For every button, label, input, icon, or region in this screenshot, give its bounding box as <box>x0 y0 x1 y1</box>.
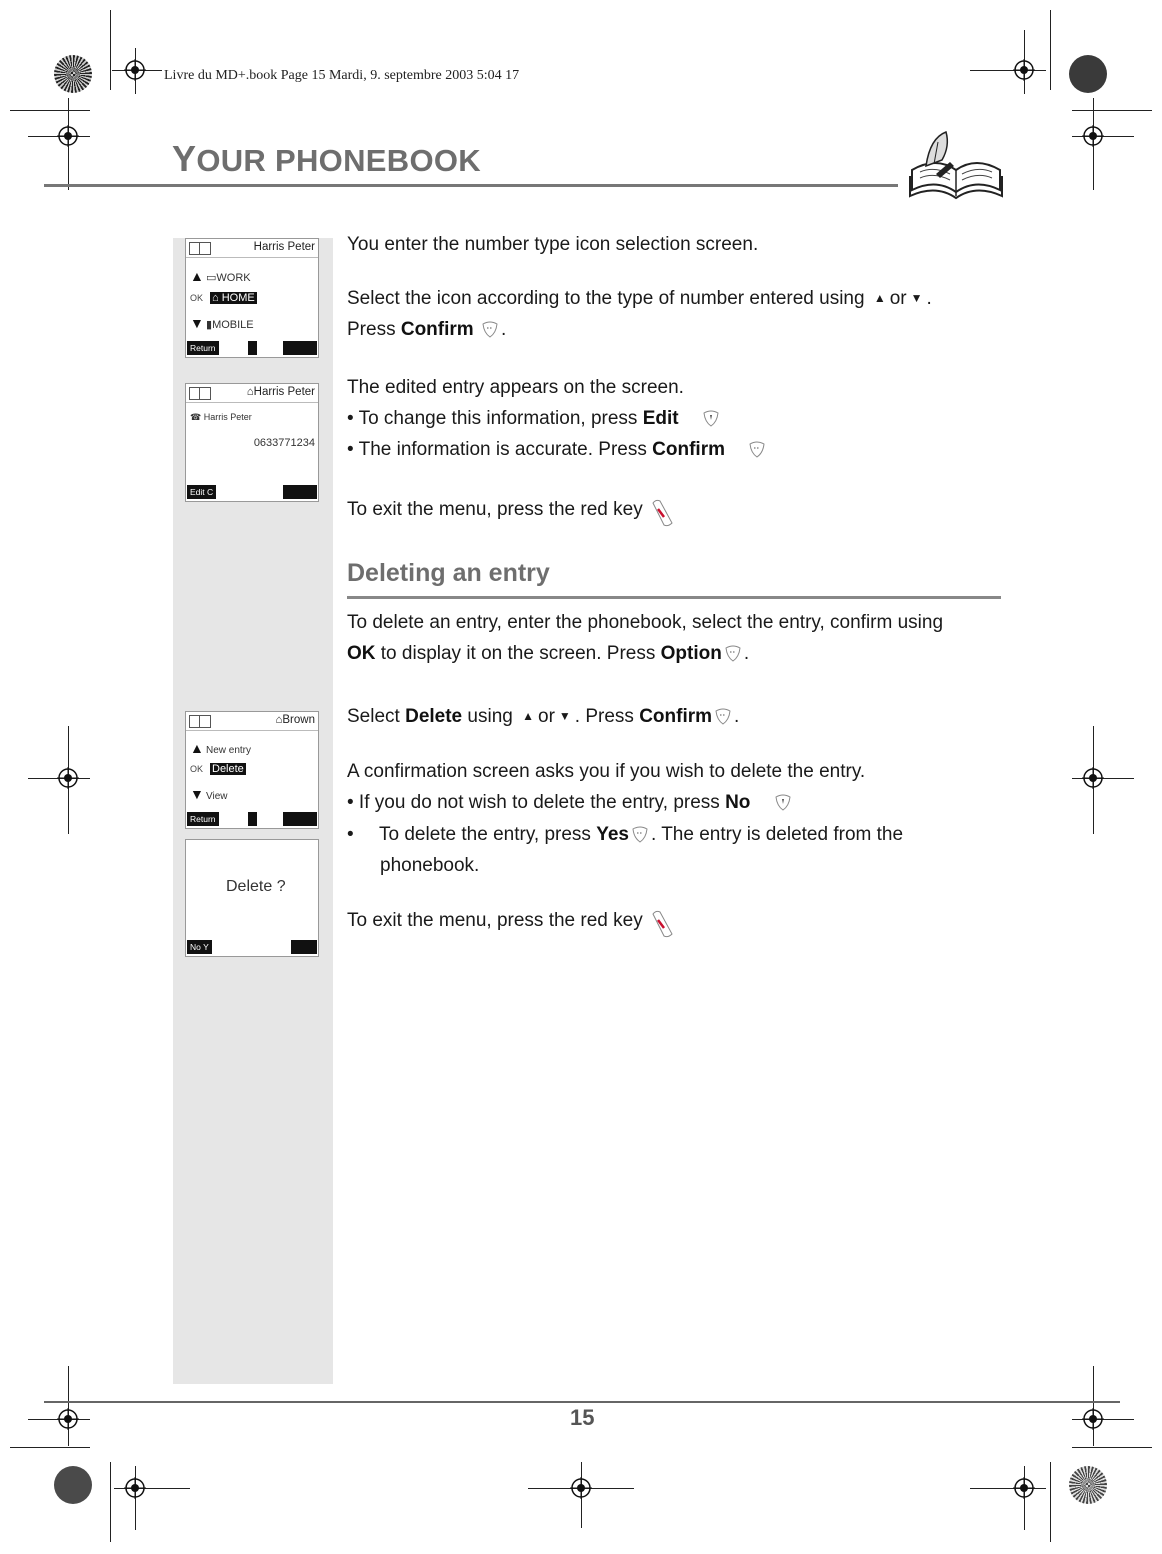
instruction-confirm-bullet: • The information is accurate. Press Confirm <box>347 434 1007 465</box>
phonebook-icon <box>189 387 211 400</box>
work-icon: ▭ <box>206 272 217 284</box>
red-key-icon <box>650 497 674 527</box>
up-arrow-icon: ▲ <box>873 291 886 305</box>
screen-row-work <box>190 268 251 284</box>
registration-mark-icon <box>1082 767 1104 789</box>
registration-mark-icon <box>1082 125 1104 147</box>
screen-left-softkey: Return <box>187 341 219 355</box>
registration-mark-icon <box>1082 1408 1104 1430</box>
screen-row-label: MOBILE <box>212 319 254 331</box>
phonebook-icon <box>189 715 211 728</box>
screen-left-softkey: Edit C <box>187 485 216 499</box>
color-bar-disc-icon <box>1069 55 1107 93</box>
phone-icon: ☎ <box>190 412 202 422</box>
phone-screen-icon-select <box>185 238 319 358</box>
up-arrow-icon: ▲ <box>190 740 204 756</box>
screen-right-softkey <box>291 940 317 954</box>
up-arrow-icon: ▲ <box>522 709 534 723</box>
option-key-icon <box>724 644 742 662</box>
screen-delete-prompt: Delete ? <box>226 878 286 895</box>
instruction-yes-bullet: • To delete the entry, press Yes . The entry is deleted from the phonebook. <box>347 819 1007 881</box>
page-title-rest: OUR PHONEBOOK <box>196 143 481 178</box>
mobile-icon: ▮ <box>206 319 213 331</box>
registration-mark-icon <box>57 125 79 147</box>
screen-left-softkey: Return <box>187 812 219 826</box>
confirm-key-icon <box>714 707 732 725</box>
open-book-icon <box>906 126 1006 200</box>
phonebook-icon <box>189 242 211 255</box>
instruction-confirmation-screen: A confirmation screen asks you if you wish to delete the entry. <box>347 761 866 782</box>
screen-ok-label: OK <box>190 293 204 303</box>
no-key-icon <box>774 793 792 811</box>
down-arrow-icon: ▼ <box>190 315 204 331</box>
home-icon: ⌂ <box>212 292 222 304</box>
color-bar-disc-icon <box>54 55 92 93</box>
screen-row-delete <box>190 763 246 775</box>
instruction-icon-screen: You enter the number type icon selection screen. <box>347 234 759 255</box>
screen-contact-name: Harris Peter <box>253 241 315 253</box>
instruction-edit-bullet: • To change this information, press Edit <box>347 403 1007 434</box>
screen-header <box>186 239 318 258</box>
yes-key-icon <box>631 825 649 843</box>
home-icon: ⌂ <box>246 386 254 398</box>
screen-header <box>186 712 318 731</box>
edit-key-icon <box>702 409 720 427</box>
phone-screen-delete-confirm <box>185 839 319 957</box>
phone-screen-edited-entry <box>185 383 319 502</box>
page-number: 15 <box>570 1405 595 1430</box>
instruction-exit-menu: To exit the menu, press the red key <box>347 494 1007 527</box>
title-rule <box>44 184 898 187</box>
page-title-initial: Y <box>172 138 197 179</box>
screen-nav-indicator <box>248 341 257 355</box>
instruction-no-bullet: • If you do not wish to delete the entry, press No <box>347 787 1007 818</box>
instruction-edited-entry: The edited entry appears on the screen. <box>347 377 684 398</box>
bullet: • <box>347 824 354 845</box>
registration-mark-icon <box>1013 59 1035 81</box>
screen-entry-name: ☎ Harris Peter <box>190 412 252 422</box>
screen-contact-name: ⌂Harris Peter <box>246 386 315 398</box>
home-icon: ⌂ <box>275 714 283 726</box>
down-arrow-icon: ▼ <box>190 786 204 802</box>
confirm-key-icon <box>748 440 766 458</box>
instruction-select-delete: Select Delete using ▲ or ▼ . Press Confirm . <box>347 701 1007 732</box>
screen-row-label: New entry <box>206 745 252 756</box>
registration-mark-icon <box>570 1477 592 1499</box>
footer-rule <box>44 1401 1120 1403</box>
section-rule <box>347 596 1001 599</box>
confirm-key-icon <box>481 320 499 338</box>
section-title-deleting: Deleting an entry <box>347 559 550 587</box>
screen-contact-name: ⌂Brown <box>275 714 315 726</box>
color-bar-disc-icon <box>1069 1466 1107 1504</box>
phone-screen-delete-menu <box>185 711 319 829</box>
screen-entry-number: 0633771234 <box>253 437 315 449</box>
red-key-icon <box>650 908 674 938</box>
registration-mark-icon <box>124 59 146 81</box>
screen-row-label: Delete <box>212 763 244 775</box>
screen-row-label: View <box>206 791 228 802</box>
registration-mark-icon <box>57 1408 79 1430</box>
registration-mark-icon <box>57 767 79 789</box>
registration-mark-icon <box>124 1477 146 1499</box>
print-slug: Livre du MD+.book Page 15 Mardi, 9. septembre 2003 5:04 17 <box>164 68 520 83</box>
down-arrow-icon: ▼ <box>910 291 923 305</box>
screen-row-view <box>190 786 228 802</box>
screen-right-softkey <box>283 812 317 826</box>
registration-mark-icon <box>1013 1477 1035 1499</box>
instruction-delete-entry: To delete an entry, enter the phonebook, select the entry, confirm using OK to display it on the screen. Press Option . <box>347 612 944 664</box>
down-arrow-icon: ▼ <box>558 709 571 723</box>
screen-row-label: HOME <box>221 292 255 304</box>
screen-left-softkey: No Y <box>187 940 212 954</box>
screen-row-home <box>190 292 257 304</box>
page-title <box>172 138 481 180</box>
instruction-exit-menu-2: To exit the menu, press the red key <box>347 905 1007 938</box>
screen-right-softkey <box>283 341 317 355</box>
screen-ok-label: OK <box>190 764 204 774</box>
up-arrow-icon: ▲ <box>190 268 204 284</box>
instruction-select-icon: Select the icon according to the type of number entered using ▲ or ▼ . Press Confirm . <box>347 283 1007 345</box>
screen-right-softkey <box>283 485 317 499</box>
screen-nav-indicator <box>248 812 257 826</box>
screen-header <box>186 384 318 403</box>
screen-row-new-entry <box>190 740 251 756</box>
screen-row-label: WORK <box>216 272 251 284</box>
screen-row-mobile <box>190 315 254 331</box>
color-bar-disc-icon <box>54 1466 92 1504</box>
